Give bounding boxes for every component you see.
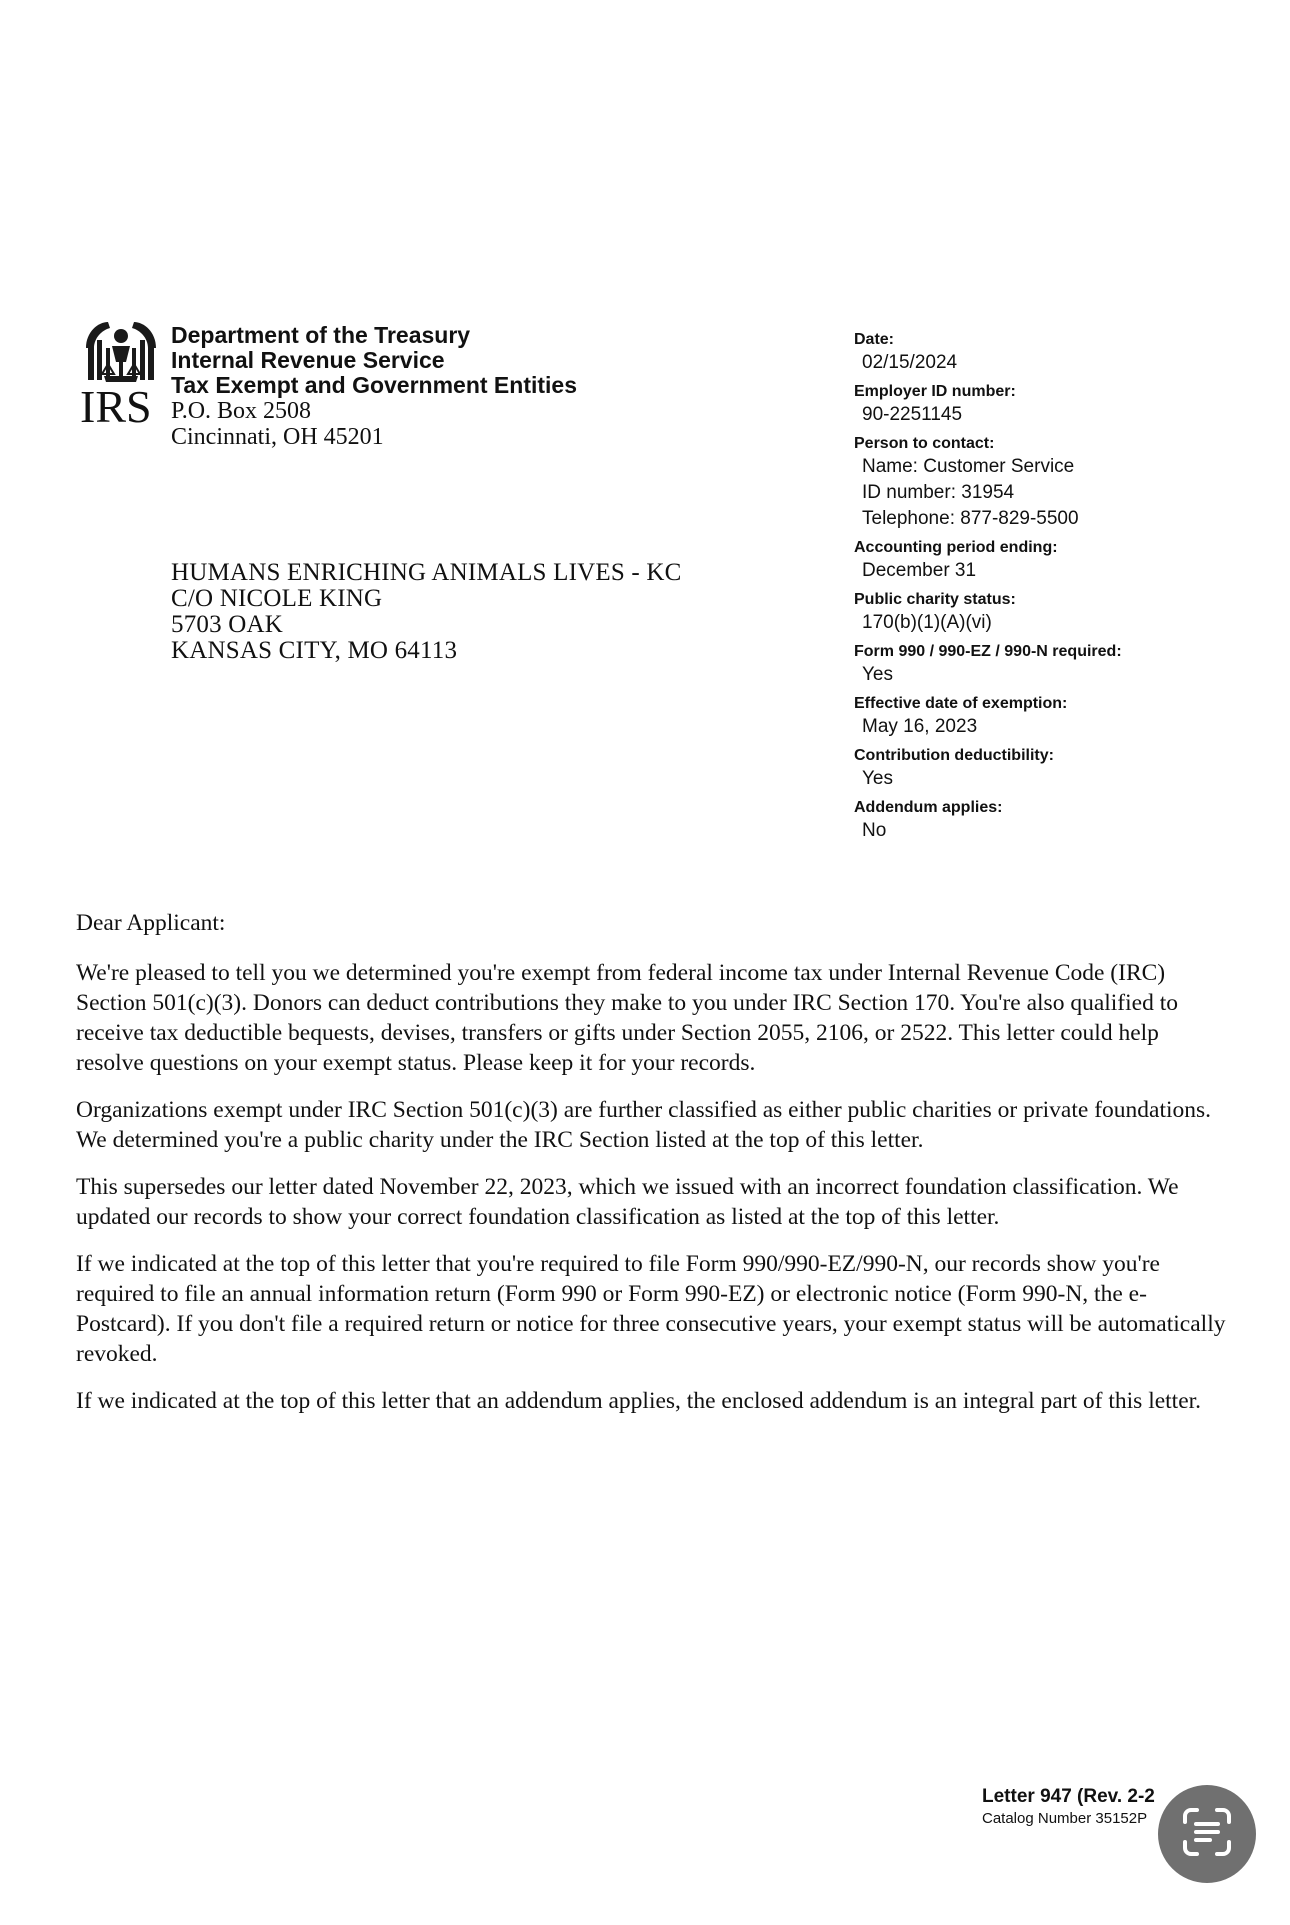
addendum-value: No (862, 820, 887, 841)
addendum-label: Addendum applies: (854, 799, 1003, 816)
agency-address-city: Cincinnati, OH 45201 (171, 424, 384, 450)
text-scan-icon (1181, 1806, 1233, 1863)
deductibility-label: Contribution deductibility: (854, 747, 1054, 764)
recipient-name: HUMANS ENRICHING ANIMALS LIVES - KC (171, 559, 682, 586)
effective-date-value: May 16, 2023 (862, 716, 978, 737)
recipient-street: 5703 OAK (171, 611, 284, 638)
contact-id: ID number: 31954 (862, 482, 1015, 503)
recipient-care-of: C/O NICOLE KING (171, 585, 383, 612)
contact-phone: Telephone: 877-829-5500 (862, 508, 1079, 529)
irs-logo-text: IRS (80, 381, 152, 428)
agency-address-po-box: P.O. Box 2508 (171, 398, 312, 424)
paragraph-addendum: If we indicated at the top of this letter that an addendum applies, the enclosed addendum is an integral part of this letter. (76, 1388, 1202, 1414)
scan-text-button[interactable] (1158, 1785, 1256, 1883)
date-value: 02/15/2024 (862, 352, 958, 373)
ein-label: Employer ID number: (854, 383, 1016, 400)
paragraph-supersedes: This supersedes our letter dated November 22, 2023, which we issued with an incorrect foundation classification. We updated our records to show your correct foundation classification as listed at the top of this letter. (76, 1174, 1179, 1230)
paragraph-exemption: We're pleased to tell you we determined you're exempt from federal income tax under Internal Revenue Code (IRC) Section 501(c)(3). Donors can deduct contributions they make to you under IRC Section 170. You're also qualified to receive tax deductible bequests, devises, transfers or gifts under Section 2055, 2106, or 2522. This letter could help resolve questions on your exempt status. Please keep it for your records. (76, 960, 1178, 1076)
recipient-city: KANSAS CITY, MO 64113 (171, 637, 458, 664)
agency-line-division: Tax Exempt and Government Entities (171, 372, 578, 398)
form-required-value: Yes (862, 664, 893, 685)
footer-catalog-number: Catalog Number 35152P (982, 1810, 1148, 1827)
footer-letter-number: Letter 947 (Rev. 2-2 (982, 1786, 1155, 1807)
contact-name: Name: Customer Service (862, 456, 1075, 477)
letter-body (76, 908, 1226, 1433)
charity-status-label: Public charity status: (854, 591, 1016, 608)
accounting-period-value: December 31 (862, 560, 977, 581)
letter-info-panel (854, 330, 1254, 850)
contact-label: Person to contact: (854, 435, 995, 452)
deductibility-value: Yes (862, 768, 893, 789)
contact-details (854, 454, 1254, 532)
agency-line-department: Department of the Treasury (171, 322, 471, 348)
date-label: Date: (854, 331, 895, 348)
irs-eagle-logo-icon (80, 318, 162, 428)
paragraph-classification: Organizations exempt under IRC Section 501(c)(3) are further classified as either public charities or private foundations. We determined you're a public charity under the IRC Section listed at the top of this letter. (76, 1097, 1212, 1153)
letter-footer (982, 1785, 1155, 1829)
form-required-label: Form 990 / 990-EZ / 990-N required: (854, 643, 1122, 660)
agency-line-irs: Internal Revenue Service (171, 347, 445, 373)
accounting-period-label: Accounting period ending: (854, 539, 1058, 556)
salutation: Dear Applicant: (76, 910, 226, 936)
effective-date-label: Effective date of exemption: (854, 695, 1068, 712)
ein-value: 90-2251145 (862, 404, 963, 425)
paragraph-filing: If we indicated at the top of this letter that you're required to file Form 990/990-EZ/990-N, our records show you're required to file an annual information return (Form 990 or Form 990-EZ) or electronic notice (Form 990-N, the e-Postcard). If you don't file a required return or notice for three consecutive years, your exempt status will be automatically revoked. (76, 1251, 1226, 1367)
recipient-address (171, 560, 681, 664)
charity-status-value: 170(b)(1)(A)(vi) (862, 612, 992, 633)
agency-header (171, 323, 577, 450)
